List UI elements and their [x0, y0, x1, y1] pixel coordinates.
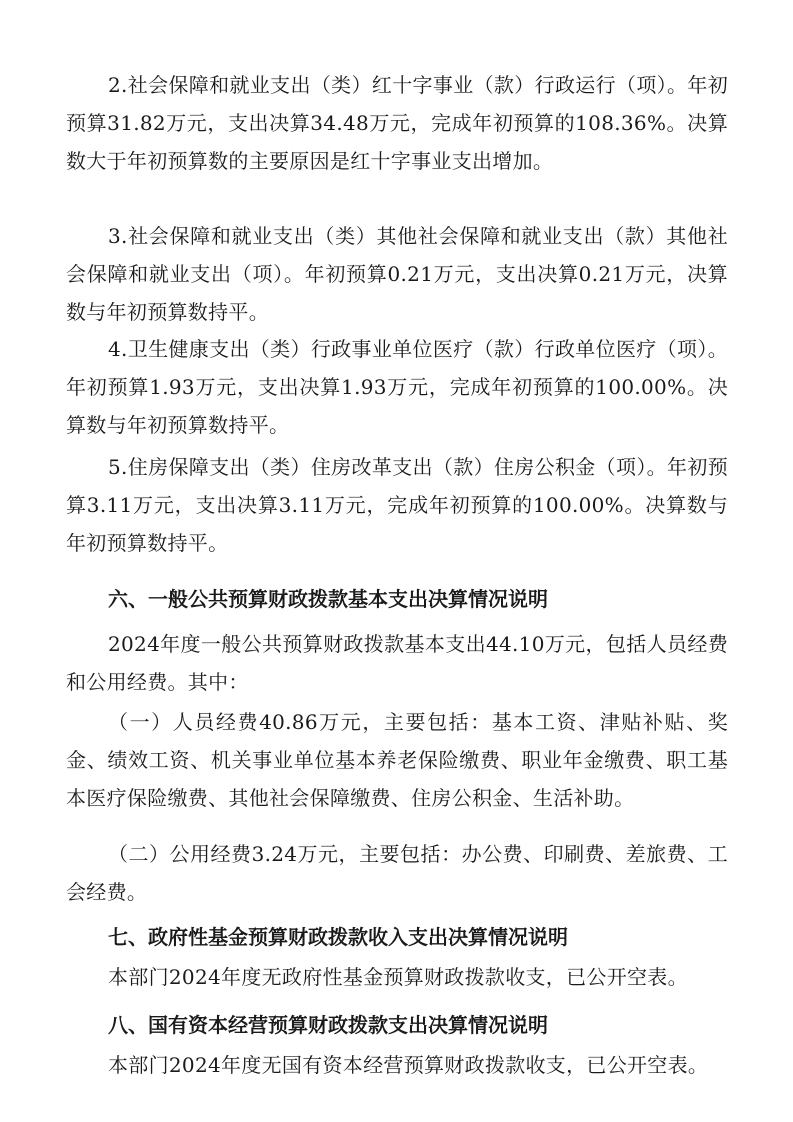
section-6-public-expenses: （二）公用经费3.24万元，主要包括：办公费、印刷费、差旅费、工会经费。 — [66, 842, 728, 904]
section-7-body: 本部门2024年度无政府性基金预算财政拨款收支，已公开空表。 — [108, 965, 688, 989]
section-6-intro: 2024年度一般公共预算财政拨款基本支出44.10万元，包括人员经费和公用经费。其中： — [66, 632, 728, 694]
section-8-body: 本部门2024年度无国有资本经营预算财政拨款收支，已公开空表。 — [108, 1053, 709, 1077]
paragraph-item-4: 4.卫生健康支出（类）行政事业单位医疗（款）行政单位医疗（项）。年初预算1.93万元，支出决算1.93万元，完成年初预算的100.00%。决算数与年初预算数持平。 — [66, 337, 728, 437]
paragraph-item-2: 2.社会保障和就业支出（类）红十字事业（款）行政运行（项）。年初预算31.82万元，支出决算34.48万元，完成年初预算的108.36%。决算数大于年初预算数的主要原因是红十字事业支出增加。 — [66, 73, 728, 173]
paragraph-item-3: 3.社会保障和就业支出（类）其他社会保障和就业支出（款）其他社会保障和就业支出（项）。年初预算0.21万元，支出决算0.21万元，决算数与年初预算数持平。 — [66, 224, 728, 324]
section-6-personnel-expenses: （一）人员经费40.86万元，主要包括：基本工资、津贴补贴、奖金、绩效工资、机关事业单位基本养老保险缴费、职业年金缴费、职工基本医疗保险缴费、其他社会保障缴费、住房公积金、生活补助。 — [66, 710, 728, 810]
paragraph-item-5: 5.住房保障支出（类）住房改革支出（款）住房公积金（项）。年初预算3.11万元，支出决算3.11万元，完成年初预算的100.00%。决算数与年初预算数持平。 — [66, 455, 728, 555]
section-6-heading: 六、一般公共预算财政拨款基本支出决算情况说明 — [108, 587, 548, 611]
section-7-heading: 七、政府性基金预算财政拨款收入支出决算情况说明 — [108, 925, 568, 949]
section-8-heading: 八、国有资本经营预算财政拨款支出决算情况说明 — [108, 1013, 548, 1037]
